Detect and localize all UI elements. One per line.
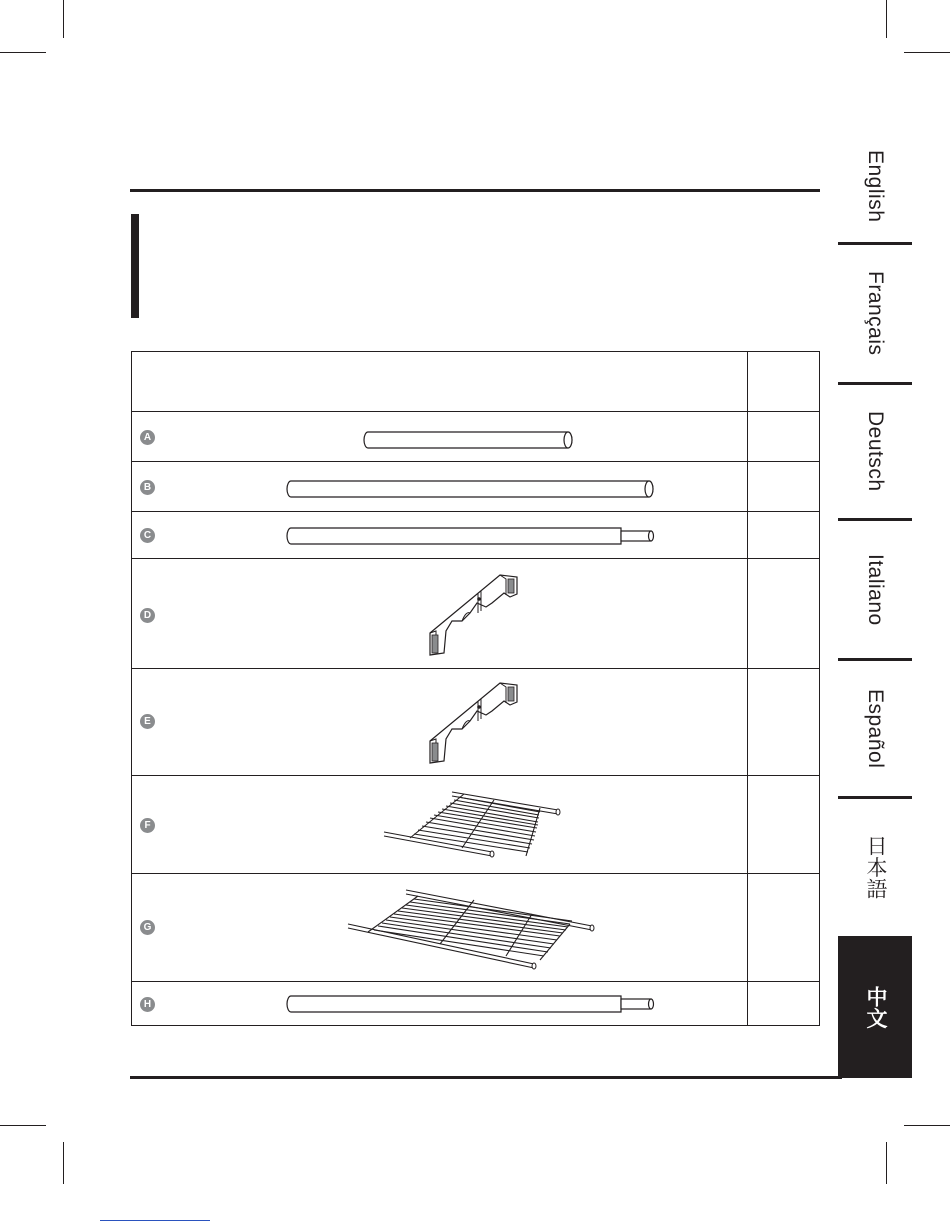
tab-label: 日本語 xyxy=(864,835,887,900)
parts-table xyxy=(131,351,820,1026)
part-row-f xyxy=(132,776,747,873)
small-wire-shelf-icon xyxy=(380,788,570,864)
tab-english[interactable] xyxy=(838,130,912,242)
long-tube-with-plug-icon xyxy=(285,527,657,545)
part-row-g xyxy=(132,874,747,981)
part-letter-badge: C xyxy=(140,528,155,543)
tab-espanol[interactable] xyxy=(838,661,912,796)
large-wire-shelf-icon xyxy=(344,886,600,970)
part-row-a xyxy=(132,412,747,461)
tab-label: 中文 xyxy=(864,985,887,1029)
crop-mark xyxy=(904,1125,950,1126)
crop-mark xyxy=(886,0,887,38)
part-letter-badge: B xyxy=(140,480,155,495)
long-tube-icon xyxy=(285,480,657,498)
tab-label: English xyxy=(864,149,887,223)
part-letter-badge: A xyxy=(140,430,155,445)
shelf-bracket-icon xyxy=(422,569,532,659)
quantity-column-divider xyxy=(747,352,748,1025)
tab-deutsch[interactable] xyxy=(838,385,912,518)
tab-label: Italiano xyxy=(864,553,887,626)
part-row-c xyxy=(132,512,747,558)
crop-mark xyxy=(63,1142,64,1184)
part-letter-badge: H xyxy=(140,997,155,1012)
link-underline xyxy=(100,1220,210,1221)
footer-rule xyxy=(130,1076,842,1079)
part-row-e xyxy=(132,669,747,775)
part-letter-badge: G xyxy=(140,920,155,935)
tab-label: Français xyxy=(864,271,887,356)
part-letter-badge: E xyxy=(140,714,155,729)
tab-label: Español xyxy=(864,688,887,769)
header-rule xyxy=(130,189,820,192)
part-letter-badge: F xyxy=(140,818,155,833)
tab-francais[interactable] xyxy=(838,245,912,382)
tab-label: Deutsch xyxy=(864,411,887,492)
shelf-bracket-icon xyxy=(422,677,532,767)
tab-italiano[interactable] xyxy=(838,521,912,658)
part-letter-badge: D xyxy=(140,608,155,623)
part-row-b xyxy=(132,462,747,511)
crop-mark xyxy=(63,0,64,38)
part-row-h xyxy=(132,982,747,1027)
tab-japanese[interactable] xyxy=(838,799,912,936)
crop-mark xyxy=(0,52,46,53)
part-row-d xyxy=(132,559,747,668)
section-marker-bar xyxy=(131,214,139,318)
tab-chinese[interactable] xyxy=(838,936,912,1078)
crop-mark xyxy=(886,1142,887,1184)
crop-mark xyxy=(0,1125,46,1126)
long-tube-with-plug-icon xyxy=(285,995,657,1013)
short-tube-icon xyxy=(362,431,577,449)
crop-mark xyxy=(904,52,950,53)
